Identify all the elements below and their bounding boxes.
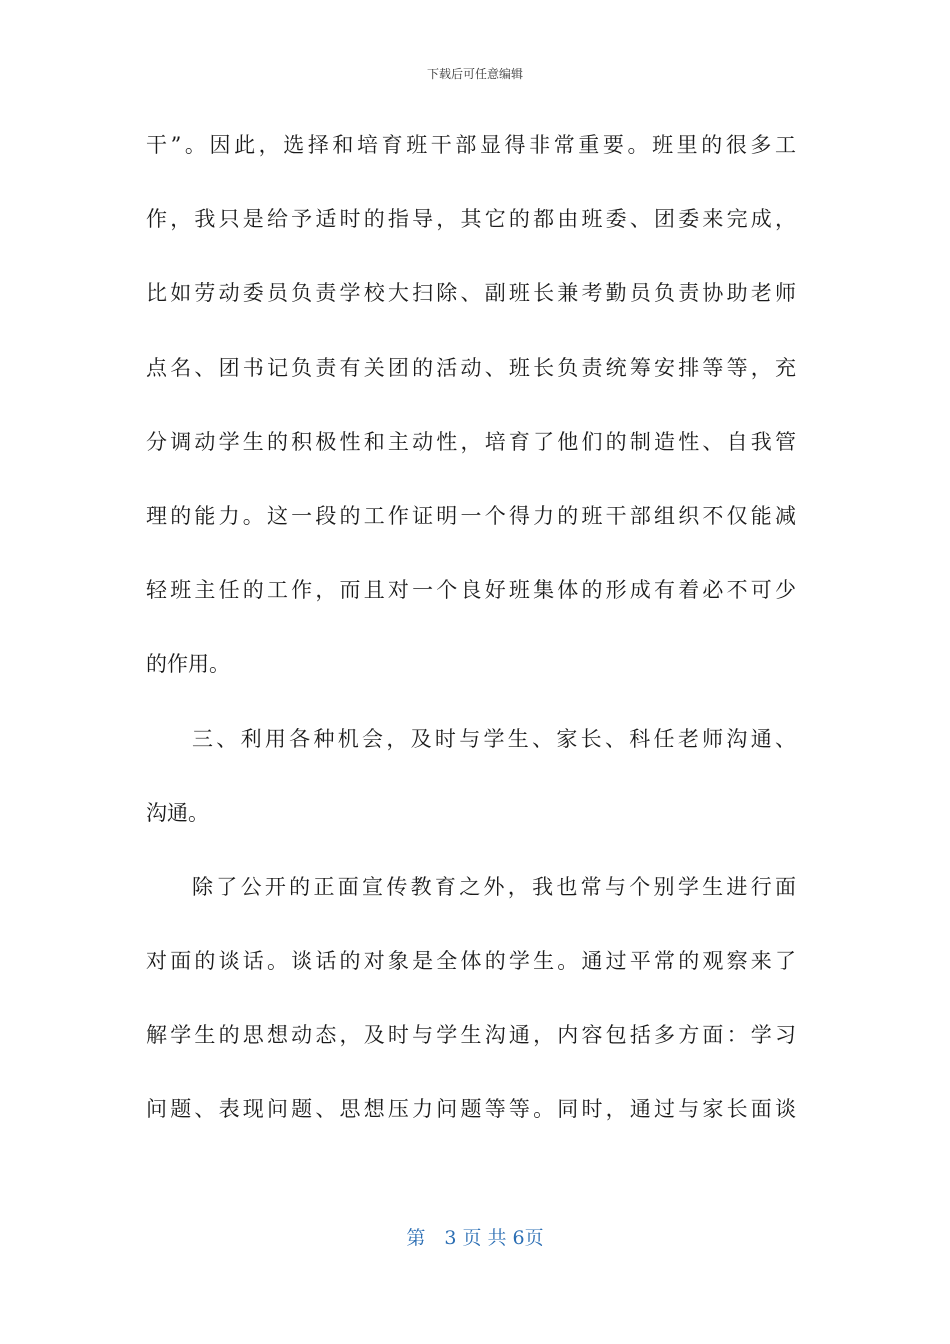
- body-line: 轻班主任的工作，而且对一个良好班集体的形成有着必不可少: [146, 578, 796, 603]
- section-heading-line: 三、利用各种机会，及时与学生、家长、科任老师沟通、: [192, 726, 796, 751]
- document-body: [146, 120, 796, 1159]
- body-line: 点名、团书记负责有关团的活动、班长负责统筹安排等等，充: [146, 355, 796, 380]
- body-line: 作，我只是给予适时的指导，其它的都由班委、团委来完成，: [146, 207, 796, 232]
- body-line: 对面的谈话。谈话的对象是全体的学生。通过平常的观察来了: [146, 949, 796, 974]
- body-line: 的作用。: [146, 652, 230, 677]
- page-number-footer: 第 3 页 共 6页: [406, 1227, 544, 1249]
- body-line: 干”。因此，选择和培育班干部显得非常重要。班里的很多工: [146, 133, 796, 157]
- page-header-note: 下载后可任意编辑: [426, 67, 523, 81]
- body-line: 问题、表现问题、思想压力问题等等。同时，通过与家长面谈: [146, 1097, 796, 1122]
- body-line: 理的能力。这一段的工作证明一个得力的班干部组织不仅能减: [146, 503, 796, 528]
- body-line: 解学生的思想动态，及时与学生沟通，内容包括多方面：学习: [146, 1023, 796, 1048]
- body-line: 分调动学生的积极性和主动性，培育了他们的制造性、自我管: [146, 429, 796, 454]
- body-line: 比如劳动委员负责学校大扫除、副班长兼考勤员负责协助老师: [146, 281, 796, 306]
- body-line: 除了公开的正面宣传教育之外，我也常与个别学生进行面: [192, 874, 796, 899]
- section-heading-line: 沟通。: [146, 800, 209, 825]
